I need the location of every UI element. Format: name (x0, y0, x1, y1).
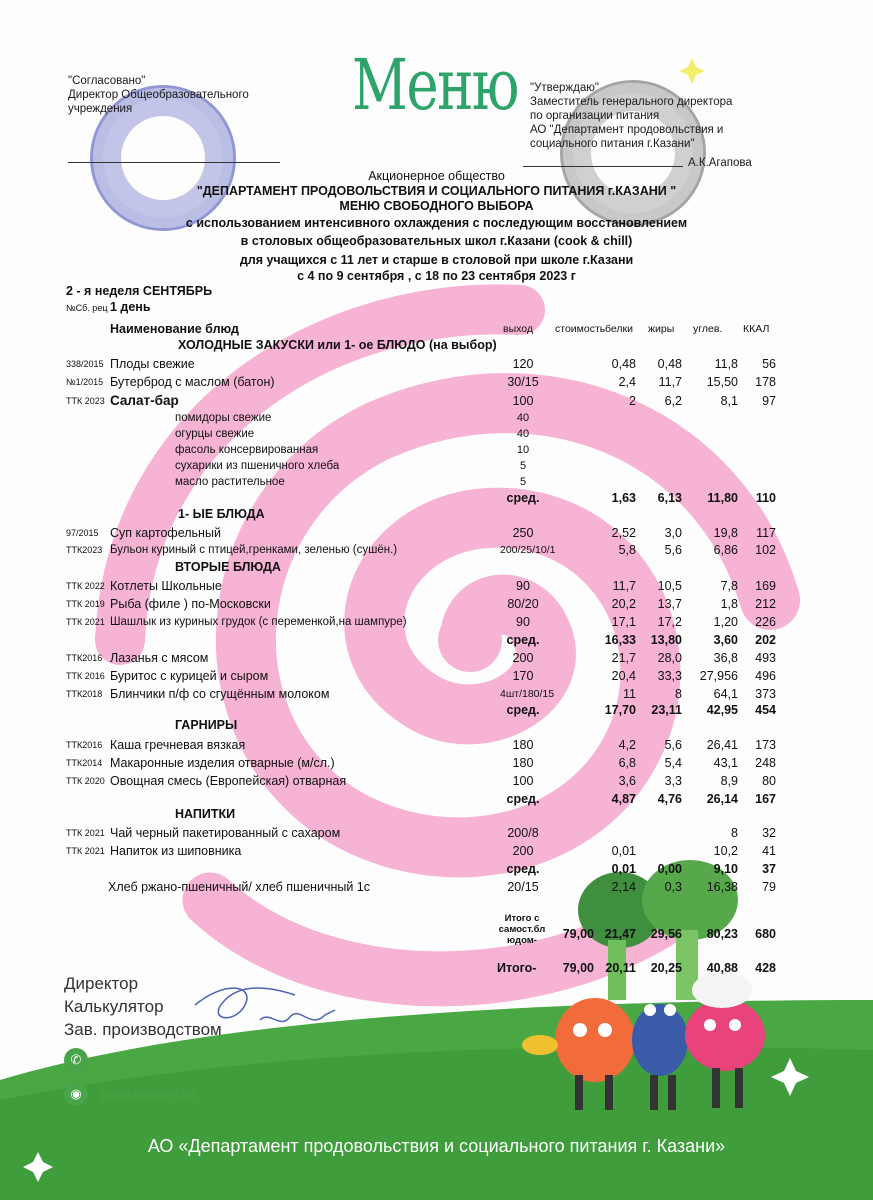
dish-name: Суп картофельный (110, 526, 221, 540)
dish-row (0, 356, 873, 372)
protein-value: 2,4 (618, 375, 636, 389)
portion: 5 (519, 460, 527, 472)
col-bel: белки (605, 323, 633, 335)
total-2-label: Итого- (497, 961, 537, 975)
average-row (0, 632, 873, 648)
carb-value: 64,1 (713, 687, 738, 701)
kcal-value: 37 (762, 862, 776, 876)
average-row (0, 791, 873, 807)
portion: 40 (516, 428, 530, 440)
dish-row (0, 755, 873, 771)
fat-value: 8 (675, 687, 682, 701)
signature-calculator: Калькулятор (64, 997, 164, 1016)
header-dates: с 4 по 9 сентября , с 18 по 23 сентября 2023 г (297, 269, 576, 283)
footer-org-name: АО «Департамент продовольствия и социального питания г. Казани» (147, 1136, 726, 1156)
kcal-value: 202 (755, 633, 776, 647)
average-row (0, 702, 873, 718)
protein-value: 3,6 (618, 774, 636, 788)
approval-right-signature-line (523, 166, 683, 167)
protein-value: 4,87 (611, 792, 636, 806)
dish-name: Лазанья с мясом (110, 651, 209, 665)
average-row (0, 490, 873, 506)
kcal-value: 373 (755, 687, 776, 701)
fat-value: 0,48 (657, 357, 682, 371)
carb-value: 27,956 (699, 669, 738, 683)
fat-value: 0,00 (657, 862, 682, 876)
kcal-value: 178 (755, 375, 776, 389)
average-row (0, 861, 873, 877)
approval-right (530, 81, 732, 151)
approval-right-position: Заместитель генерального директора (530, 96, 733, 108)
week-label: 2 - я неделя СЕНТЯБРЬ (66, 284, 213, 298)
sub-ingredient-row (0, 410, 873, 426)
recipe-code: 338/2015 (66, 359, 104, 369)
kcal-value: 167 (755, 792, 776, 806)
dish-name: Овощная смесь (Европейская) отварная (110, 774, 347, 788)
kcal-value: 80 (762, 774, 776, 788)
carb-value: 8,9 (720, 774, 738, 788)
fat-value: 4,76 (657, 792, 682, 806)
portion: 10 (516, 444, 530, 456)
total-1-cost: 79,00 (562, 927, 594, 941)
protein-value: 4,2 (618, 738, 636, 752)
carb-value: 8 (731, 826, 738, 840)
sub-ingredient-row (0, 458, 873, 474)
col-ugl: углев. (693, 323, 723, 335)
portion: 30/15 (507, 375, 539, 389)
portion: 20/15 (507, 880, 539, 894)
fat-value: 0,3 (664, 880, 682, 894)
carb-value: 1,8 (720, 597, 738, 611)
approval-left-signature-line (68, 162, 280, 163)
protein-value: 17,1 (611, 615, 636, 629)
total-label-line1: Итого с (504, 913, 540, 924)
protein-value: 21,7 (611, 651, 636, 665)
fat-value: 3,3 (664, 774, 682, 788)
approval-right-signer: А.К.Агапова (688, 157, 752, 169)
kcal-value: 117 (756, 526, 776, 540)
ingredient-name: фасоль консервированная (175, 444, 319, 456)
carb-value: 10,2 (713, 844, 738, 858)
fat-value: 11,7 (658, 375, 682, 389)
kcal-value: 102 (755, 543, 776, 557)
protein-value: 11 (623, 687, 636, 701)
approval-right-org-2: социального питания г.Казани" (530, 138, 695, 150)
carb-value: 11,8 (714, 357, 738, 371)
kcal-value: 496 (755, 669, 776, 683)
carb-value: 3,60 (713, 633, 738, 647)
approval-right-position-2: по организации питания (530, 110, 660, 122)
fat-value: 13,7 (657, 597, 682, 611)
recipe-code: ТТК2014 (66, 758, 103, 768)
portion: 80/20 (507, 597, 539, 611)
portion: 200/25/10/1 (500, 544, 556, 556)
day-label: 1 день (110, 300, 151, 314)
average-label: сред. (506, 862, 540, 876)
total-2-bel: 20,11 (605, 961, 636, 975)
recipe-code: ТТК 2021 (66, 617, 105, 627)
portion: 100 (512, 774, 534, 788)
header-location: в столовых общеобразовательных школ г.Казани (cook & chill) (240, 234, 633, 248)
kcal-value: 79 (762, 880, 776, 894)
total-2-zhi: 20,25 (650, 961, 682, 975)
dish-row (0, 843, 873, 859)
fat-value: 5,4 (664, 756, 682, 770)
section-second: ВТОРЫЕ БЛЮДА (175, 560, 281, 574)
dish-name: Бутерброд с маслом (батон) (110, 375, 275, 389)
carb-value: 7,8 (720, 579, 738, 593)
portion: 200/8 (507, 826, 539, 840)
section-first: 1- ЫЕ БЛЮДА (178, 507, 265, 521)
dish-name: Салат-бар (110, 393, 179, 408)
total-label-line2: самост.бл (498, 924, 546, 935)
recipe-number-label: №Сб. рец (66, 303, 108, 313)
carb-value: 1,20 (713, 615, 738, 629)
total-2-ugl: 40,88 (706, 961, 738, 975)
dish-row (0, 650, 873, 666)
fat-value: 17,2 (657, 615, 682, 629)
recipe-code: ТТК2016 (66, 653, 103, 663)
total-1-zhi: 29,56 (650, 927, 682, 941)
dish-row (0, 879, 873, 895)
phone-icon: ✆ (64, 1048, 88, 1072)
kcal-value: 97 (762, 394, 776, 408)
website-link[interactable]: poelidovolen.ru (100, 1086, 195, 1102)
carb-value: 43,1 (713, 756, 738, 770)
ingredient-name: помидоры свежие (175, 412, 272, 424)
carb-value: 11,80 (707, 491, 738, 505)
section-cold: ХОЛОДНЫЕ ЗАКУСКИ или 1- ое БЛЮДО (на выбор) (178, 338, 497, 352)
carb-value: 15,50 (706, 375, 738, 389)
signature-production: Зав. производством (64, 1020, 222, 1039)
recipe-code: ТТК2023 (66, 545, 103, 555)
dish-row (0, 773, 873, 789)
recipe-code: ТТК 2016 (66, 671, 105, 681)
dish-row (0, 614, 873, 630)
portion: 250 (512, 526, 534, 540)
dish-row (0, 668, 873, 684)
kcal-value: 493 (755, 651, 776, 665)
protein-value: 5,8 (618, 543, 636, 557)
total-1-kkal: 680 (755, 927, 776, 941)
header-org-type: Акционерное общество (368, 169, 505, 183)
portion: 90 (516, 615, 530, 629)
recipe-code: 97/2015 (66, 528, 99, 538)
protein-value: 20,4 (611, 669, 636, 683)
recipe-code: №1/2015 (66, 377, 104, 387)
col-out: выход (503, 323, 533, 335)
dish-row (0, 374, 873, 390)
recipe-code: ТТК 2022 (66, 581, 105, 591)
phone-number[interactable]: 8(800)234-33-88 (100, 1052, 205, 1068)
col-zhi: жиры (648, 323, 675, 335)
dish-row (0, 525, 873, 541)
ingredient-name: огурцы свежие (175, 428, 255, 440)
fat-value: 13,80 (650, 633, 682, 647)
recipe-code: ТТК2018 (66, 689, 103, 699)
protein-value: 2,14 (611, 880, 636, 894)
menu-title: Меню (352, 44, 518, 126)
portion: 200 (512, 844, 534, 858)
approval-left-label: "Согласовано" (68, 75, 146, 87)
protein-value: 0,01 (611, 844, 636, 858)
carb-value: 8,1 (720, 394, 738, 408)
column-headers (0, 321, 873, 337)
kcal-value: 169 (755, 579, 776, 593)
fat-value: 33,3 (657, 669, 682, 683)
sub-ingredient-row (0, 442, 873, 458)
kcal-value: 110 (755, 491, 776, 505)
dish-name: Рыба (филе ) по-Московски (110, 597, 271, 611)
header-org-name: "ДЕПАРТАМЕНТ ПРОДОВОЛЬСТВИЯ И СОЦИАЛЬНОГО ПИТАНИЯ г.КАЗАНИ " (196, 184, 677, 198)
portion: 200 (512, 651, 534, 665)
globe-icon: ◉ (64, 1082, 88, 1106)
protein-value: 2 (629, 394, 636, 408)
carb-value: 6,86 (713, 543, 738, 557)
recipe-code: ТТК2016 (66, 740, 103, 750)
total-label-line3: юдом- (507, 935, 537, 946)
carb-value: 26,14 (706, 792, 738, 806)
header-menu-type: МЕНЮ СВОБОДНОГО ВЫБОРА (339, 199, 534, 213)
portion: 100 (512, 394, 534, 408)
fat-value: 5,6 (664, 543, 682, 557)
portion: 170 (512, 669, 534, 683)
protein-value: 17,70 (604, 703, 636, 717)
dish-row (0, 596, 873, 612)
recipe-code: ТТК 2020 (66, 776, 105, 786)
kcal-value: 41 (762, 844, 776, 858)
fat-value: 10,5 (657, 579, 682, 593)
dish-name: Хлеб ржано-пшеничный/ хлеб пшеничный 1с (108, 880, 370, 894)
carb-value: 19,8 (713, 526, 738, 540)
average-label: сред. (506, 703, 540, 717)
dish-name: Чай черный пакетированный с сахаром (110, 826, 341, 840)
dish-row (0, 825, 873, 841)
dish-row (0, 393, 873, 409)
carb-value: 26,41 (706, 738, 738, 752)
kcal-value: 32 (762, 826, 776, 840)
kcal-value: 248 (755, 756, 776, 770)
dish-row (0, 686, 873, 702)
dish-name: Макаронные изделия отварные (м/сл.) (110, 756, 335, 770)
approval-left-position: Директор Общеобразовательного (68, 89, 249, 101)
protein-value: 1,63 (611, 491, 636, 505)
total-2-cost: 79,00 (562, 961, 594, 975)
recipe-code: ТТК 2019 (66, 599, 105, 609)
protein-value: 0,48 (611, 357, 636, 371)
fat-value: 6,13 (657, 491, 682, 505)
average-label: сред. (506, 491, 540, 505)
col-cost: стоимость (555, 323, 605, 335)
signature-director: Директор (64, 974, 139, 993)
average-label: сред. (506, 792, 540, 806)
col-name: Наименование блюд (110, 322, 239, 336)
protein-value: 2,52 (611, 526, 636, 540)
kcal-value: 56 (762, 357, 776, 371)
ingredient-name: масло растительное (175, 476, 285, 488)
kcal-value: 212 (755, 597, 776, 611)
dish-row (0, 542, 873, 558)
fat-value: 3,0 (664, 526, 682, 540)
dish-row (0, 578, 873, 594)
approval-right-org: АО "Департамент продовольствия и (530, 124, 724, 136)
fat-value: 23,11 (651, 703, 682, 717)
approval-right-label: "Утверждаю" (530, 82, 599, 94)
portion: 4шт/180/15 (500, 688, 555, 700)
handwritten-signatures (185, 975, 345, 1045)
portion: 90 (516, 579, 530, 593)
total-1-ugl: 80,23 (706, 927, 738, 941)
total-1-bel: 21,47 (604, 927, 636, 941)
total-2-kkal: 428 (755, 961, 776, 975)
protein-value: 6,8 (618, 756, 636, 770)
portion: 40 (516, 412, 530, 424)
section-garnish: ГАРНИРЫ (175, 718, 238, 732)
header-method: с использованием интенсивного охлаждения с последующим восстановлением (185, 216, 688, 230)
recipe-code: ТТК 2021 (66, 846, 105, 856)
ingredient-name: сухарики из пшеничного хлеба (175, 460, 340, 472)
dish-name: Блинчики п/ф со сгущённым молоком (110, 687, 330, 701)
header-audience: для учащихся с 11 лет и старше в столовой при школе г.Казани (239, 253, 634, 267)
protein-value: 11,7 (612, 579, 636, 593)
kcal-value: 173 (755, 738, 776, 752)
sub-ingredient-row (0, 426, 873, 442)
carb-value: 36,8 (713, 651, 738, 665)
portion: 180 (512, 756, 534, 770)
carb-value: 9,10 (713, 862, 738, 876)
dish-name: Шашлык из куриных грудок (с переменкой,на шампуре) (110, 616, 407, 628)
protein-value: 16,33 (604, 633, 636, 647)
approval-left (68, 74, 249, 116)
portion: 5 (519, 476, 527, 488)
kcal-value: 226 (755, 615, 776, 629)
total-row-1 (0, 926, 873, 942)
sub-ingredient-row (0, 474, 873, 490)
fat-value: 6,2 (664, 394, 682, 408)
col-kkal: ККАЛ (743, 323, 770, 335)
dish-name: Котлеты Школьные (110, 579, 222, 593)
dish-name: Напиток из шиповника (110, 844, 242, 858)
dish-row (0, 737, 873, 753)
protein-value: 20,2 (611, 597, 636, 611)
dish-name: Каша гречневая вязкая (110, 738, 246, 752)
fat-value: 28,0 (657, 651, 682, 665)
carb-value: 42,95 (706, 703, 738, 717)
dish-name: Буритос с курицей и сыром (110, 669, 269, 683)
recipe-code: ТТК 2023 (66, 396, 105, 406)
dish-name: Плоды свежие (110, 357, 195, 371)
average-label: сред. (506, 633, 540, 647)
portion: 120 (512, 357, 534, 371)
fat-value: 5,6 (664, 738, 682, 752)
recipe-code: ТТК 2021 (66, 828, 105, 838)
portion: 180 (512, 738, 534, 752)
protein-value: 0,01 (611, 862, 636, 876)
carb-value: 16,38 (706, 880, 738, 894)
dish-name: Бульон куриный с птицей,гренками, зеленью (сушён.) (110, 544, 398, 556)
section-drinks: НАПИТКИ (175, 807, 236, 821)
kcal-value: 454 (755, 703, 776, 717)
approval-left-institution: учреждения (68, 103, 133, 115)
